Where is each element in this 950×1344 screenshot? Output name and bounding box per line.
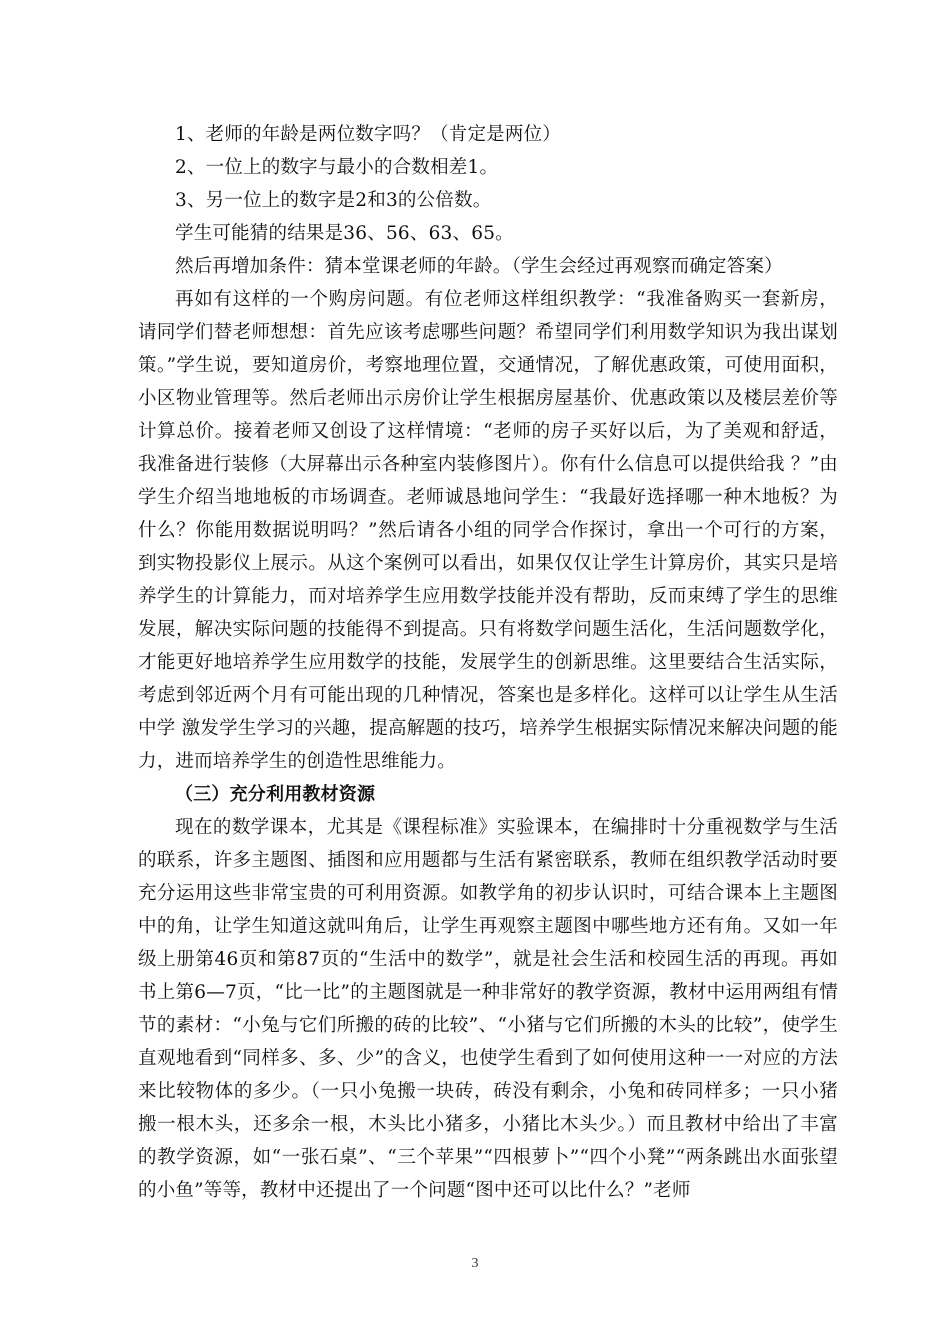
paragraph-house-purchase: 再如有这样的一个购房问题。有位老师这样组织教学：“我准备购买一套新房，请同学们替老师想想：首先应该考虑哪些问题？希望同学们利用数学知识为我出谋划策。”学生说，要知道房价，考察地理位置，交通情况，了解优惠政策，可使用面积，小区物业管理等。然后老师出示房价让学生根据房屋基价、优惠政策以及楼层差价等计算总价。接着老师又创设了这样情境：“老师的房子买好以后，为了美观和舒适，我准备进行装修（大屏幕出示各种室内装修图片）。你有什么信息可以提供给我 ？”由学生介绍当地地板的市场调查。老师诚恳地问学生：“我最好选择哪一种木地板？为什么？你能用数据说明吗？”然后请各小组的同学合作探讨，拿出一个可行的方案，到实物投影仪上展示。从这个案例可以看出，如果仅仅让学生计算房价，其实只是培养学生的计算能力，而对培养学生应用数学技能并没有帮助，反而束缚了学生的思维发展，解决实际问题的技能得不到提高。只有将数学问题生活化，生活问题数学化，才能更好地培养学生应用数学的技能，发展学生的创新思维。这里要结合生活实际，考虑到邻近两个月有可能出现的几种情况，答案也是多样化。这样可以让学生从生活中学 激发学生学习的兴趣，提高解题的技巧，培养学生根据实际情况来解决问题的能力，进而培养学生的创造性思维能力。	[138, 289, 838, 772]
paragraph-guess-results: 学生可能猜的结果是36、56、63、65。	[175, 223, 514, 244]
page-number: 3	[471, 1256, 479, 1271]
section-heading: （三）充分利用教材资源	[175, 784, 376, 805]
paragraph-clue-2: 2、一位上的数字与最小的合数相差1。	[175, 157, 499, 178]
document-body	[138, 118, 838, 1207]
paragraph-clue-3: 3、另一位上的数字是2和3的公倍数。	[175, 190, 492, 211]
paragraph-clue-1: 1、老师的年龄是两位数字吗？（肯定是两位）	[175, 124, 561, 145]
paragraph-textbook-resources: 现在的数学课本，尤其是《课程标准》实验课本，在编排时十分重视数学与生活的联系，许多主题图、插图和应用题都与生活有紧密联系，教师在组织教学活动时要充分运用这些非常宝贵的可利用资源。如教学角的初步认识时，可结合课本上主题图中的角，让学生知道这就叫角后，让学生再观察主题图中哪些地方还有角。又如一年级上册第46页和第87页的“生活中的数学”，就是社会生活和校园生活的再现。再如书上第6—7页，“比一比”的主题图就是一种非常好的教学资源，教材中运用两组有情节的素材：“小兔与它们所搬的砖的比较”、“小猪与它们所搬的木头的比较”，使学生直观地看到“同样多、多、少”的含义，也使学生看到了如何使用这种一一对应的方法来比较物体的多少。（一只小兔搬一块砖，砖没有剩余，小兔和砖同样多；一只小猪搬一根木头，还多余一根，木头比小猪多，小猪比木头少。）而且教材中给出了丰富的教学资源，如“一张石桌”、“三个苹果”“四根萝卜”“四个小凳”“两条跳出水面张望的小鱼”等等，教材中还提出了一个问题“图中还可以比什么？”老师	[138, 817, 838, 1201]
paragraph-extra-condition: 然后再增加条件：猜本堂课老师的年龄。（学生会经过再观察而确定答案）	[175, 256, 783, 277]
